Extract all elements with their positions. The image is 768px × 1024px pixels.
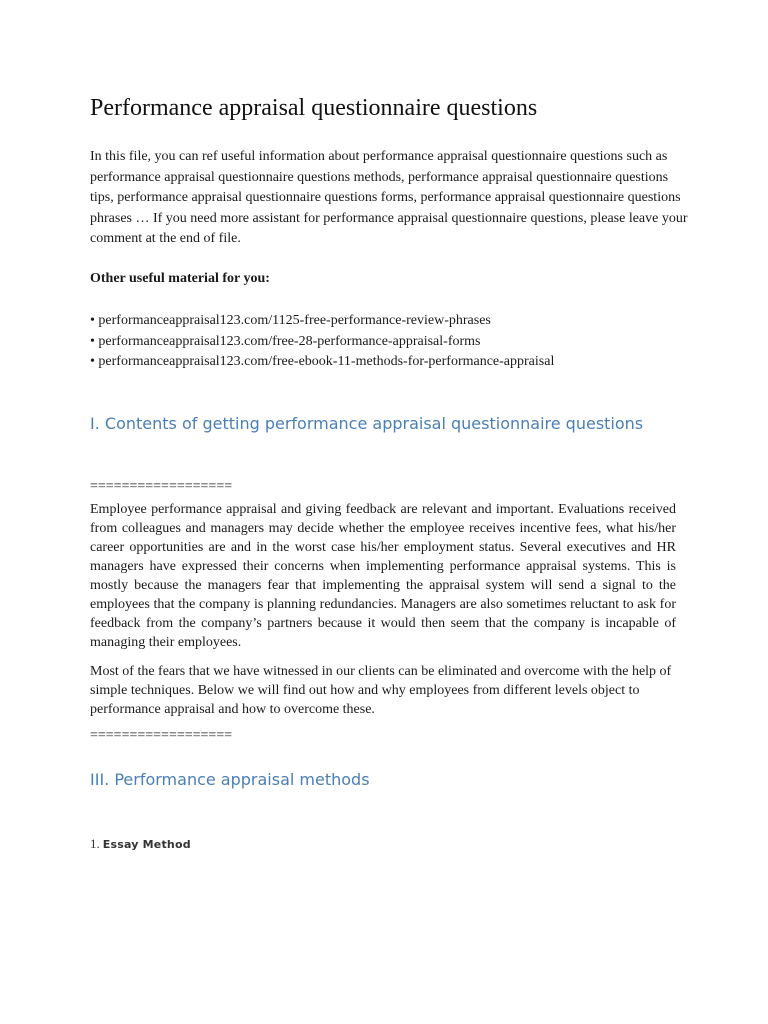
subsection-label: Essay Method [102, 838, 191, 851]
intro-paragraph: In this file, you can ref useful information about performance appraisal questionnaire questions such as performance appraisal questionnaire questions methods, performance appraisal questionnaire questions tips, performance appraisal questionnaire questions forms, performance appraisal questionnaire questions phrases … If you need more assistant for performance appraisal questionnaire questions, please leave your comment at the end of file. [90, 149, 688, 246]
material-link[interactable]: • performanceappraisal123.com/1125-free-performance-review-phrases [90, 311, 554, 332]
body-paragraph: Most of the fears that we have witnessed in our clients can be eliminated and overcome with the help of simple techniques. Below we will find out how and why employees from different levels object to performance appraisal and how to overcome these. [90, 664, 672, 717]
material-link[interactable]: • performanceappraisal123.com/free-ebook-11-methods-for-performance-appraisal [90, 352, 554, 373]
section-heading-contents: I. Contents of getting performance appraisal questionnaire questions [90, 414, 644, 433]
material-links-list [90, 311, 554, 373]
body-paragraph: Employee performance appraisal and giving feedback are relevant and important. Evaluations received from colleagues and managers may decide whether the employee receives incentive fees, what his/her career opportunities are and in the worst case his/her employment status. Several executives and HR managers have expressed their concerns when implementing performance appraisal systems. This is mostly because the managers fear that implementing the appraisal system will send a signal to the employees that the company is planning redundancies. Managers are also sometimes reluctant to ask for feedback from the company’s partners because it would then seem that the company is incapable of managing their employees. [90, 502, 676, 650]
divider-line: ================== [90, 728, 233, 743]
subsection-number: 1. [90, 836, 100, 851]
divider-line: ================== [90, 479, 233, 494]
section-heading-methods: III. Performance appraisal methods [90, 770, 370, 789]
subsection-heading [90, 835, 191, 854]
material-heading: Other useful material for you: [90, 271, 270, 286]
material-link[interactable]: • performanceappraisal123.com/free-28-performance-appraisal-forms [90, 332, 554, 353]
document-title: Performance appraisal questionnaire questions [90, 95, 538, 121]
